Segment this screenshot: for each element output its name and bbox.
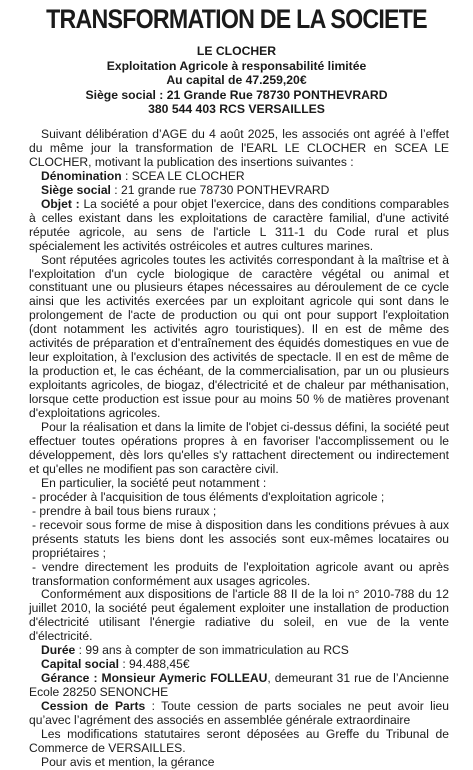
modifications-paragraph: Les modifications statutaires seront déposées au Greffe du Tribunal de Commerce de VERSAILLES. (29, 726, 449, 755)
objet-paragraph (29, 198, 449, 254)
list-item: - vendre directement les produits de l'exploitation agricole avant ou après transformation conformément aux usages agricoles. (32, 559, 449, 588)
capital-value: : 94.488,45€ (118, 657, 190, 672)
siege-line (29, 184, 449, 198)
loi-paragraph: Conformément aux dispositions de l'article 88 II de la loi n° 2010-788 du 12 juillet 2010, la société peut également exploiter une installation de production d'électricité utilisant l'énergie radiative du soleil, en vue de la vente d'électricité. (29, 587, 449, 644)
company-name: LE CLOCHER (196, 44, 277, 58)
cession-value: : Toute cession de parts sociales ne peut avoir lieu qu’avec l’agrément des associés en assemblée générale extraordinaire (29, 699, 449, 728)
company-capital: Au capital de 47.259,20€ (166, 73, 307, 88)
realisation-paragraph: Pour la réalisation et dans la limite de l'objet ci-dessus défini, la société peut effectuer toutes opérations propres à en favoriser l'accomplissement ou le développement, dès lors qu'elles s'y rattachent directement ou indirectement et qu'elles ne modifient pas son caractère civil. (29, 420, 449, 476)
company-rcs: 380 544 403 RCS VERSAILLES (148, 102, 325, 117)
capital-line (29, 658, 449, 672)
company-header (0, 44, 473, 117)
company-form: Exploitation Agricole à responsabilité limitée (106, 58, 367, 73)
siege-label: Siège social (41, 182, 111, 197)
denomination-line (29, 170, 449, 184)
siege-value: : 21 grande rue 78730 PONTHEVRARD (110, 182, 330, 197)
list-item: - recevoir sous forme de mise à disposition dans les conditions prévues à aux présents statuts les biens dont les associés sont eux-mêmes locataires ou propriétaires ; (32, 517, 449, 560)
gerance-value: , demeurant 31 rue de l’Ancienne Ecole 28250 SENONCHE (29, 671, 449, 700)
gerance-label: Gérance : Monsieur Aymeric FOLLEAU (41, 671, 268, 686)
list-item: - procéder à l'acquisition de tous éléments d'exploitation agricole ; (32, 489, 385, 504)
objet-value: La société a pour objet l'exercice, dans des conditions comparables à celles existant dans les exploitations de caractère familial, d'une activité réputée agricole, au sens de l'article L 311-1 du Code rural et plus spécialement les activités ostréicoles et autres cultures marines. (29, 196, 450, 253)
cession-label: Cession de Parts (41, 699, 146, 714)
closing-line: Pour avis et mention, la gérance (41, 754, 215, 769)
denomination-value: : SCEA LE CLOCHER (121, 168, 245, 183)
intro-paragraph: Suivant délibération d’AGE du 4 août 2025, les associés ont agréé à l’effet du même jour la transformation de l'EARL LE CLOCHER en SCEA LE CLOCHER, motivant la publication des insertions suivantes : (29, 127, 449, 169)
duree-label: Durée (41, 643, 76, 658)
gerance-paragraph (29, 672, 449, 700)
notice-title: TRANSFORMATION DE LA SOCIETE (46, 4, 427, 34)
list-item: - prendre à bail tous biens ruraux ; (32, 503, 217, 518)
particulier-line: En particulier, la société peut notamment : (41, 475, 267, 490)
company-seat: Siège social : 21 Grande Rue 78730 PONTHEVRARD (85, 87, 388, 102)
objet-label: Objet : (41, 196, 80, 211)
capital-label: Capital social (41, 657, 119, 672)
denomination-label: Dénomination (41, 168, 122, 183)
duree-value: : 99 ans à compter de son immatriculation au RCS (75, 643, 349, 658)
notice-body (29, 128, 449, 770)
agricoles-paragraph: Sont réputées agricoles toutes les activités correspondant à la maîtrise et à l'exploitation d'un cycle biologique de caractère végétal ou animal et constituant une ou plusieurs étapes nécessaires au déroulement de ce cycle ainsi que les activités exercées par un exploitant agricole qui sont dans le prolongement de l'acte de production ou qui ont pour support l'exploitation (dont notamment les activités agro touristiques). Il en est de même des activités de préparation et d'entraînement des équidés domestiques en vue de leur exploitation, à l'exclusion des activités de spectacle. Il en est de même de la production et, le cas échéant, de la commercialisation, par un ou plusieurs exploitants agricoles, de biogaz, d'électricité et de chaleur par méthanisation, lorsque cette production est issue pour au moins 50 % de matières provenant d'exploitations agricoles. (29, 252, 449, 421)
cession-paragraph (29, 700, 449, 728)
duree-line (29, 644, 449, 658)
